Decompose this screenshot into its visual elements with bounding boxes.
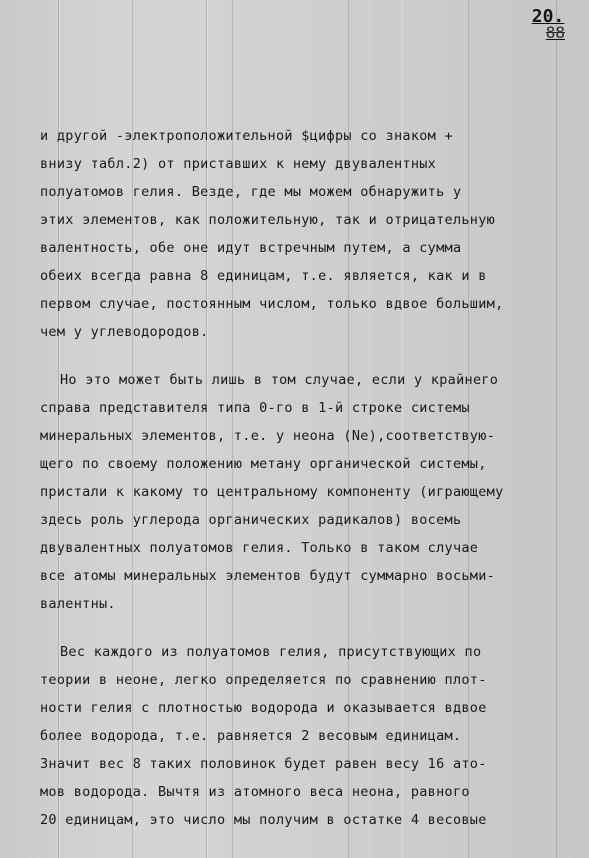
- text-line: Но это может быть лишь в том случае, если у крайнего: [60, 372, 499, 388]
- text-line: пристали к какому то центральному компоненту (играющему: [40, 484, 504, 500]
- page-number: [532, 6, 565, 42]
- paragraph-2: [40, 366, 580, 618]
- text-line: все атомы минеральных элементов будут суммарно восьми-: [40, 568, 496, 584]
- text-line: справа представителя типа 0-го в 1-й строке системы: [40, 400, 470, 416]
- text-line: ности гелия с плотностью водорода и оказывается вдвое: [40, 700, 487, 716]
- page-number-current: 20.: [531, 6, 565, 27]
- text-line: валентность, обе оне идут встречным путем, а сумма: [40, 240, 462, 256]
- text-line: и другой -электроположительной $цифры со знаком +: [40, 128, 453, 144]
- text-line: здесь роль углерода органических радикалов) восемь: [40, 512, 462, 528]
- paragraph-gap: [40, 618, 580, 638]
- text-line: чем у углеводородов.: [40, 324, 209, 340]
- text-line: этих элементов, как положительную, так и отрицательную: [40, 212, 496, 228]
- text-line: Значит вес 8 таких половинок будет равен весу 16 ато-: [40, 756, 487, 772]
- paragraph-3: [40, 638, 580, 834]
- text-line: валентны.: [40, 596, 116, 612]
- text-line: двувалентных полуатомов гелия. Только в таком случае: [40, 540, 479, 556]
- text-line: первом случае, постоянным числом, только вдвое большим,: [40, 296, 504, 312]
- paragraph-1: [40, 122, 580, 346]
- text-line: щего по своему положению метану органической системы,: [40, 456, 487, 472]
- text-line: Вес каждого из полуатомов гелия, присутствующих по: [60, 644, 482, 660]
- text-line: обеих всегда равна 8 единицам, т.е. является, как и в: [40, 268, 487, 284]
- text-line: полуатомов гелия. Везде, где мы можем обнаружить у: [40, 184, 462, 200]
- text-line: 20 единицам, это число мы получим в остатке 4 весовые: [40, 812, 487, 828]
- text-line: внизу табл.2) от приставших к нему двувалентных: [40, 156, 437, 172]
- text-line: более водорода, т.е. равняется 2 весовым единицам.: [40, 728, 462, 744]
- typed-text-body: [40, 122, 580, 834]
- text-line: теории в неоне, легко определяется по сравнению плот-: [40, 672, 487, 688]
- text-line: минеральных элементов, т.е. у неона (Ne),соответствую-: [40, 428, 496, 444]
- paragraph-gap: [40, 346, 580, 366]
- text-line: мов водорода. Вычтя из атомного веса неона, равного: [40, 784, 470, 800]
- page-number-previous: 88: [545, 23, 565, 42]
